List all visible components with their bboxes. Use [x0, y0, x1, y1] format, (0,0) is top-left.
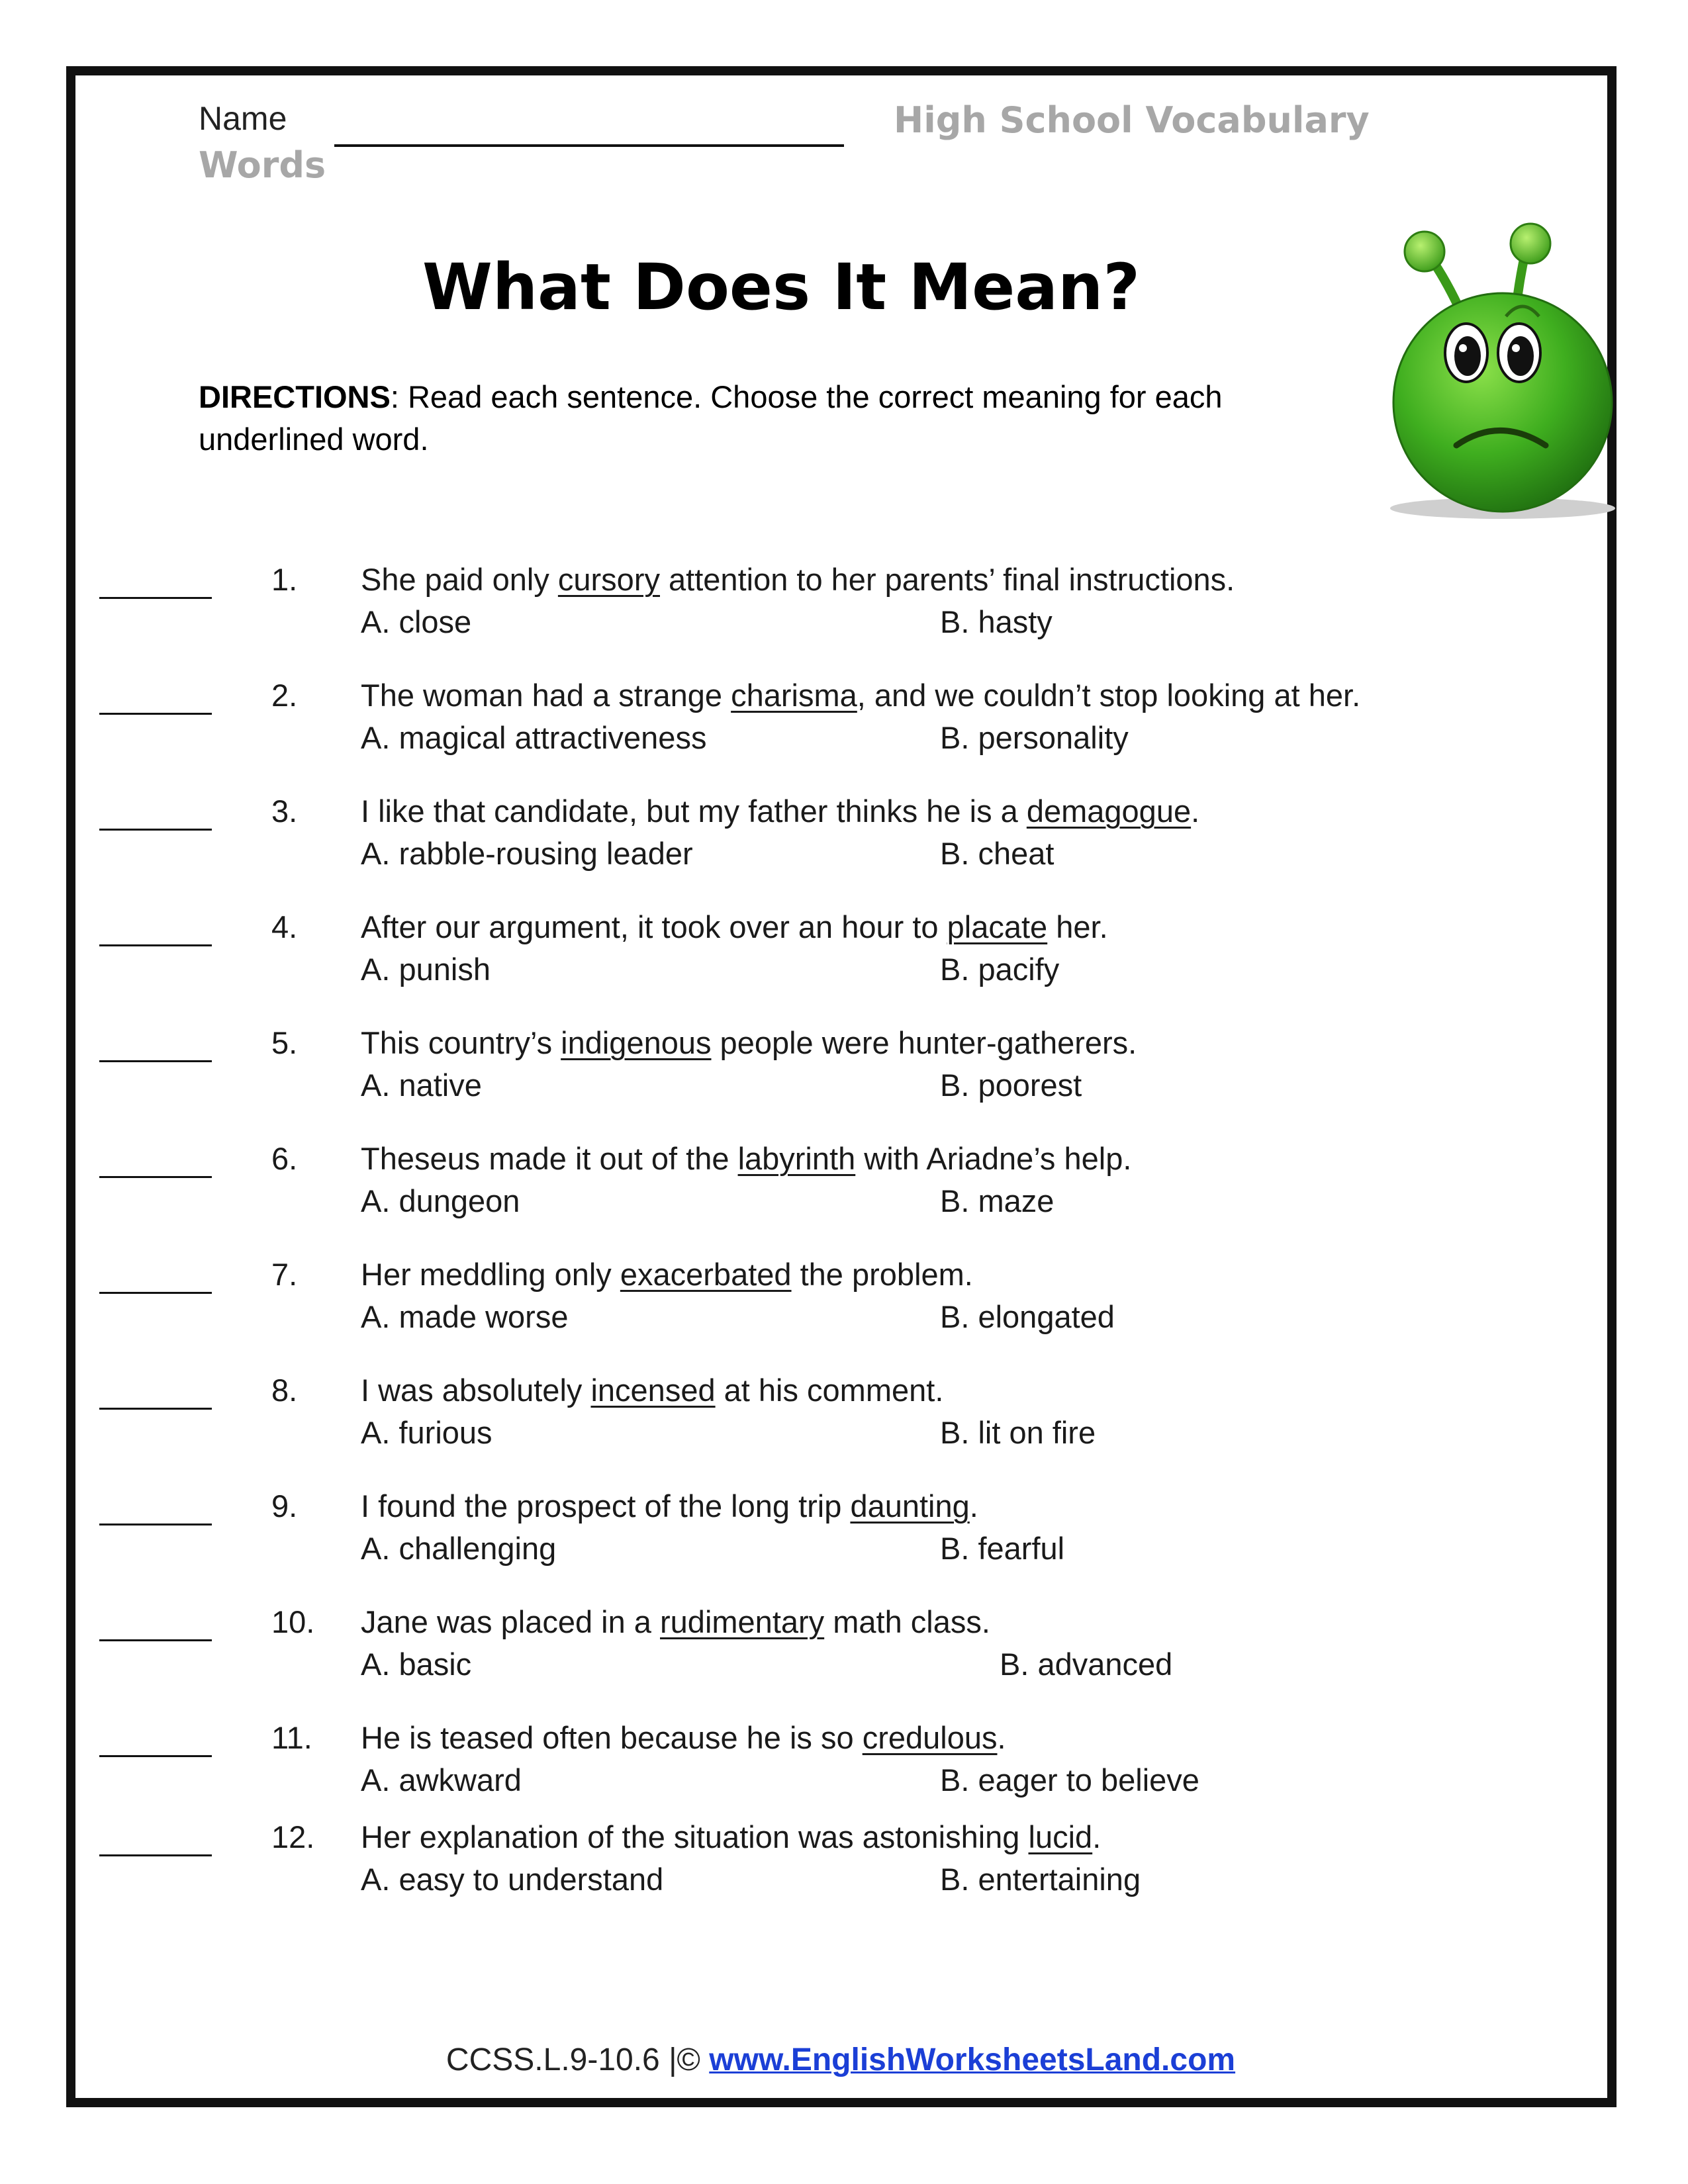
sentence-end: . [1191, 794, 1200, 829]
question-number: 5. [271, 1025, 298, 1060]
sentence-start: Her meddling only [361, 1257, 620, 1292]
choice-a[interactable]: A. furious [361, 1415, 492, 1450]
choice-a[interactable]: A. awkward [361, 1762, 522, 1797]
answer-blank[interactable] [99, 944, 212, 946]
directions-label: DIRECTIONS [199, 379, 391, 414]
vocabulary-word: demagogue [1026, 794, 1192, 829]
choice-a[interactable]: A. basic [361, 1647, 472, 1682]
answer-blank[interactable] [99, 1524, 212, 1525]
question-number: 12. [271, 1819, 315, 1854]
answer-blank[interactable] [99, 597, 212, 599]
vocabulary-word: placate [947, 909, 1048, 944]
question-number: 1. [271, 562, 298, 597]
question-number: 8. [271, 1373, 298, 1408]
sentence-start: Jane was placed in a [361, 1604, 661, 1639]
question-item [0, 555, 1688, 641]
answer-blank[interactable] [99, 713, 212, 715]
answer-blank[interactable] [99, 1755, 212, 1757]
question-number: 4. [271, 909, 298, 944]
question-item [0, 670, 1688, 756]
choice-a[interactable]: A. challenging [361, 1531, 557, 1566]
question-sentence [361, 677, 1360, 713]
sentence-start: This country’s [361, 1025, 561, 1060]
vocabulary-word: lucid [1028, 1819, 1093, 1854]
question-sentence [361, 1719, 1006, 1756]
question-sentence [361, 1140, 1131, 1177]
question-sentence [361, 1488, 978, 1524]
question-sentence [361, 1256, 973, 1293]
choice-b[interactable]: B. advanced [1000, 1647, 1173, 1682]
choice-a[interactable]: A. dungeon [361, 1183, 520, 1218]
question-item [0, 1250, 1688, 1336]
choice-b[interactable]: B. cheat [940, 836, 1055, 871]
vocabulary-word: charisma [731, 678, 857, 713]
choice-b[interactable]: B. elongated [940, 1299, 1115, 1334]
question-number: 3. [271, 794, 298, 829]
question-number: 2. [271, 678, 298, 713]
vocabulary-word: labyrinth [737, 1141, 856, 1176]
sentence-start: Her explanation of the situation was astonishing [361, 1819, 1029, 1854]
question-item [0, 1018, 1688, 1104]
answer-blank[interactable] [99, 1639, 212, 1641]
sentence-end: attention to her parents’ final instructions. [659, 562, 1235, 597]
question-item [0, 1713, 1688, 1799]
sentence-start: I was absolutely [361, 1373, 591, 1408]
question-sentence [361, 1372, 943, 1408]
worksheet-subtitle-cont: Words [199, 144, 326, 186]
choice-a[interactable]: A. rabble-rousing leader [361, 836, 693, 871]
choice-a[interactable]: A. punish [361, 952, 491, 987]
choice-b[interactable]: B. hasty [940, 604, 1053, 639]
vocabulary-word: credulous [862, 1720, 998, 1755]
answer-blank[interactable] [99, 1060, 212, 1062]
page-title: What Does It Mean? [422, 250, 1141, 324]
question-item [0, 786, 1688, 872]
vocabulary-word: cursory [557, 562, 660, 597]
choice-a[interactable]: A. magical attractiveness [361, 720, 707, 755]
choice-b[interactable]: B. fearful [940, 1531, 1065, 1566]
question-sentence [361, 1819, 1101, 1855]
choice-b[interactable]: B. entertaining [940, 1862, 1141, 1897]
name-label: Name [199, 100, 287, 137]
answer-blank[interactable] [99, 1854, 212, 1856]
sentence-end: . [997, 1720, 1006, 1755]
answer-blank[interactable] [99, 1176, 212, 1178]
sentence-end: at his comment. [715, 1373, 944, 1408]
question-item [0, 1365, 1688, 1451]
sentence-end: the problem. [791, 1257, 973, 1292]
question-item [0, 1481, 1688, 1567]
question-sentence [361, 1604, 990, 1640]
choice-a[interactable]: A. easy to understand [361, 1862, 664, 1897]
choice-b[interactable]: B. lit on fire [940, 1415, 1096, 1450]
choice-a[interactable]: A. native [361, 1068, 482, 1103]
choice-b[interactable]: B. maze [940, 1183, 1055, 1218]
question-number: 7. [271, 1257, 298, 1292]
sentence-end: people were hunter-gatherers. [711, 1025, 1137, 1060]
question-item [0, 902, 1688, 988]
choice-b[interactable]: B. pacify [940, 952, 1060, 987]
sentence-end: . [1092, 1819, 1102, 1854]
choice-b[interactable]: B. eager to believe [940, 1762, 1199, 1797]
choice-b[interactable]: B. personality [940, 720, 1129, 755]
sentence-end: with Ariadne’s help. [855, 1141, 1132, 1176]
name-field[interactable] [334, 144, 844, 147]
sentence-start: I like that candidate, but my father thinks he is a [361, 794, 1027, 829]
question-item [0, 1812, 1688, 1898]
directions [199, 376, 1337, 461]
answer-blank[interactable] [99, 1292, 212, 1294]
question-item [0, 1597, 1688, 1683]
question-number: 9. [271, 1488, 298, 1524]
answer-blank[interactable] [99, 829, 212, 831]
website-link[interactable]: www.EnglishWorksheetsLand.com [709, 2042, 1236, 2077]
footer [0, 2042, 1681, 2078]
choice-a[interactable]: A. close [361, 604, 472, 639]
vocabulary-word: rudimentary [660, 1604, 825, 1639]
question-number: 6. [271, 1141, 298, 1176]
sentence-end: , and we couldn’t stop looking at her. [857, 678, 1361, 713]
question-sentence [361, 909, 1108, 945]
sentence-start: I found the prospect of the long trip [361, 1488, 851, 1524]
worried-alien-icon [1383, 217, 1622, 528]
answer-blank[interactable] [99, 1408, 212, 1410]
vocabulary-word: exacerbated [620, 1257, 792, 1292]
sentence-end: math class. [824, 1604, 990, 1639]
question-item [0, 1134, 1688, 1220]
choice-a[interactable]: A. made worse [361, 1299, 569, 1334]
question-sentence [361, 561, 1235, 598]
sentence-end: . [969, 1488, 978, 1524]
worksheet-subtitle: High School Vocabulary [894, 99, 1370, 141]
vocabulary-word: incensed [590, 1373, 716, 1408]
sentence-start: After our argument, it took over an hour to [361, 909, 947, 944]
question-sentence [361, 1024, 1137, 1061]
standard-code: CCSS.L.9-10.6 |© [445, 2042, 700, 2077]
sentence-start: She paid only [361, 562, 558, 597]
sentence-start: He is teased often because he is so [361, 1720, 863, 1755]
vocabulary-word: indigenous [561, 1025, 712, 1060]
sentence-start: Theseus made it out of the [361, 1141, 738, 1176]
question-sentence [361, 793, 1199, 829]
question-number: 11. [271, 1720, 312, 1755]
sentence-start: The woman had a strange [361, 678, 731, 713]
choice-b[interactable]: B. poorest [940, 1068, 1082, 1103]
question-number: 10. [271, 1604, 315, 1639]
directions-text: : Read each sentence. Choose the correct meaning for each underlined word. [199, 379, 1223, 457]
vocabulary-word: daunting [850, 1488, 970, 1524]
sentence-end: her. [1047, 909, 1108, 944]
